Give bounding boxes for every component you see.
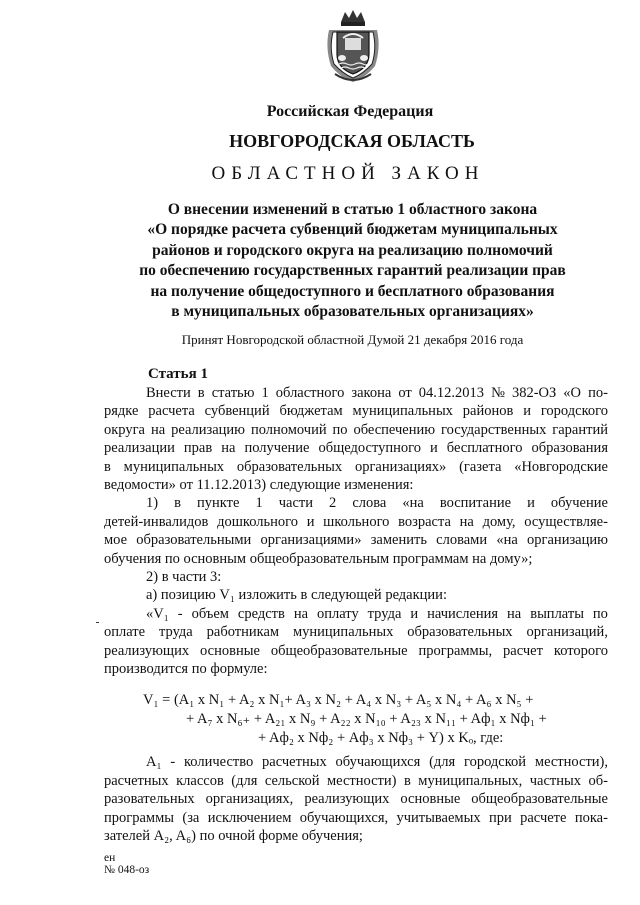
text-line: Внести в статью 1 областного закона от 04.12.2013 № 382-ОЗ «О по- xyxy=(146,385,608,401)
formula-line: + Aф₂ x Nф₂ + Aф₃ x Nф₃ + Y) x Kₒ, где: xyxy=(258,730,504,746)
title-line: О внесении изменений в статью 1 областного закона xyxy=(167,201,538,218)
text-line: зателей A₂, A₆) по очной форме обучения; xyxy=(104,828,363,845)
text-line: обучения по основным общеобразовательным программам на дому»; xyxy=(104,550,533,567)
coat-of-arms-emblem xyxy=(321,8,385,86)
text-line: реализующих основные общеобразовательные программы, расчет которого xyxy=(104,642,608,659)
text-line: ведомости» от 11.12.2013) следующие изменения: xyxy=(104,477,414,494)
text-line: программы (за исключением обучающихся, учитываемых при расчете пока- xyxy=(104,809,608,826)
text-line: рядке расчета субвенций бюджетам муниципальных районов и городского xyxy=(104,403,608,420)
region-heading: НОВГОРОДСКАЯ ОБЛАСТЬ xyxy=(229,131,475,151)
text-line: а) позицию V₁ изложить в следующей редакции: xyxy=(146,587,447,604)
definition-body xyxy=(104,753,608,846)
formula-line: + A₇ x N₆₊ + A₂₁ x N₉ + A₂₂ x N₁₀ + A₂₃ x N₁₁ + Aф₁ x Nф₁ + xyxy=(186,711,547,727)
text-line: 2) в части 3: xyxy=(146,569,222,586)
formula-line: V₁ = (A₁ x N₁ + A₂ x N₁+ A₃ x N₂ + A₄ x N₃ + A₅ x N₄ + A₆ x N₅ + xyxy=(143,692,534,708)
text-line: оплате труда работникам муниципальных образовательных организаций, xyxy=(104,624,608,641)
text-line: реализации прав на получение общедоступного и бесплатного образования xyxy=(104,440,608,457)
text-line: мое образовательными организациями» заменить словами «на организацию xyxy=(104,532,608,549)
title-line: по обеспечению государственных гарантий реализации прав xyxy=(139,262,566,280)
text-line: производится по формуле: xyxy=(104,661,268,678)
text-line: разовательных организациях, реализующих основные общеобразовательные xyxy=(104,791,608,808)
law-title xyxy=(80,200,625,322)
document-type-heading: ОБЛАСТНОЙ ЗАКОН xyxy=(211,163,485,184)
article-body xyxy=(104,384,608,679)
title-line: на получение общедоступного и бесплатного образования xyxy=(150,282,555,300)
title-line: «О порядке расчета субвенций бюджетам муниципальных xyxy=(147,221,558,239)
text-line: округа на реализацию полномочий по обеспечению государственных гарантий xyxy=(104,421,608,438)
document-footer xyxy=(104,852,149,876)
text-line: «V₁ - объем средств на оплату труда и начисления на выплаты по xyxy=(146,605,608,622)
country-heading: Российская Федерация xyxy=(266,103,434,120)
footer-number: № 048-оз xyxy=(104,864,150,876)
text-line: 1) в пункте 1 части 2 слова «на воспитание и обучение xyxy=(146,495,608,512)
title-line: в муниципальных образовательных организациях» xyxy=(171,303,534,321)
title-line: районов и городского округа на реализацию полномочий xyxy=(152,241,553,259)
adoption-note: Принят Новгородской областной Думой 21 декабря 2016 года xyxy=(181,332,524,347)
article-heading: Статья 1 xyxy=(148,366,208,382)
text-line: в муниципальных образовательных организациях» (газета «Новгородские xyxy=(104,458,608,475)
text-line: детей-инвалидов дошкольного и школьного возраста на дому, осуществляе- xyxy=(104,513,608,530)
text-line: A₁ - количество расчетных обучающихся (для городской местности), xyxy=(146,754,608,770)
margin-mark xyxy=(96,622,99,623)
footer-initials: ен xyxy=(104,852,116,864)
text-line: расчетных классов (для сельской местности) в муниципальных, частных об- xyxy=(104,772,608,789)
